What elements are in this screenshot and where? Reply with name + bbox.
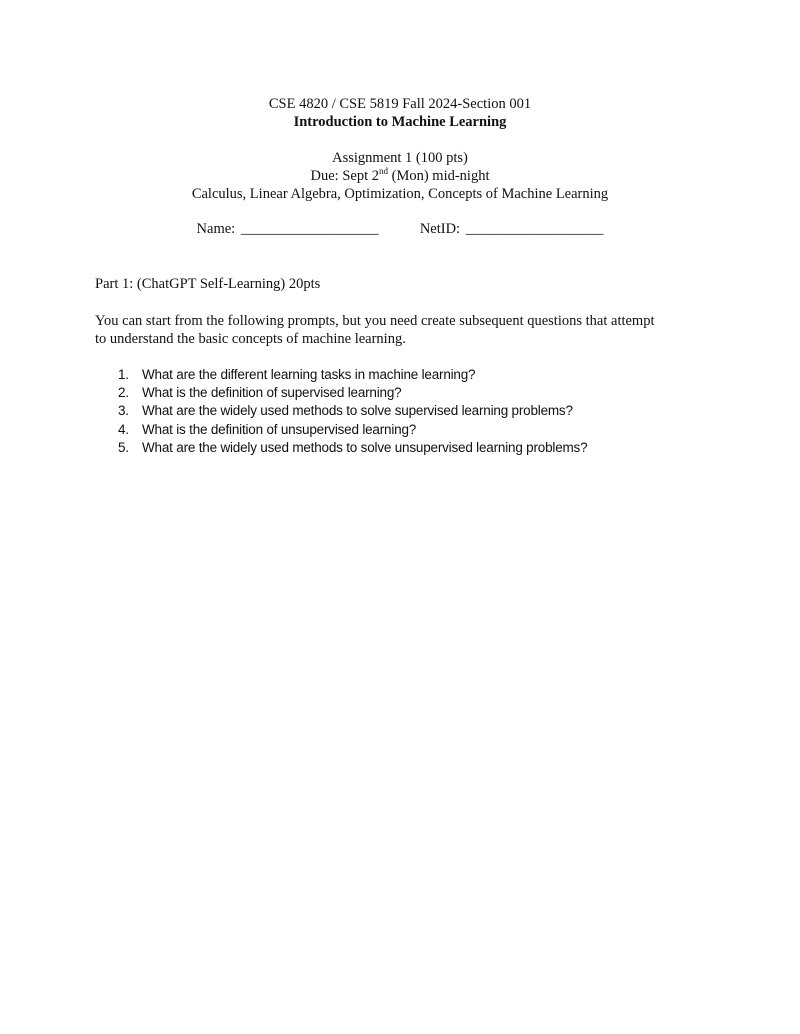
- intro-line-1: You can start from the following prompts, but you need create subsequent questions that attempt: [95, 313, 655, 329]
- due-suffix: (Mon) mid-night: [387, 168, 490, 184]
- part1-heading: Part 1: (ChatGPT Self-Learning) 20pts: [95, 276, 321, 292]
- list-item: [118, 384, 401, 402]
- list-number: 2.: [118, 385, 129, 400]
- list-text: What are the widely used methods to solve supervised learning problems?: [142, 403, 573, 418]
- list-item: [118, 366, 475, 384]
- assignment-line: Assignment 1 (100 pts): [332, 150, 468, 166]
- list-number: 4.: [118, 422, 129, 437]
- list-text: What is the definition of unsupervised learning?: [142, 422, 417, 437]
- name-netid-line: [0, 220, 800, 238]
- list-text: What are the widely used methods to solve unsupervised learning problems?: [142, 440, 588, 455]
- due-prefix: Due: Sept 2: [310, 168, 379, 184]
- list-item: [118, 402, 573, 420]
- list-item: [118, 439, 587, 457]
- list-number: 5.: [118, 440, 129, 455]
- list-text: What are the different learning tasks in machine learning?: [142, 367, 476, 382]
- list-number: 3.: [118, 403, 129, 418]
- name-label: Name:: [196, 221, 236, 237]
- list-number: 1.: [118, 367, 129, 382]
- netid-blank: ___________________: [465, 221, 604, 237]
- netid-label: NetID:: [419, 221, 461, 237]
- document-title: Introduction to Machine Learning: [293, 114, 507, 130]
- due-line: [0, 167, 800, 185]
- intro-line-2: to understand the basic concepts of machine learning.: [95, 331, 406, 347]
- list-item: [118, 421, 416, 439]
- due-superscript: nd: [378, 166, 388, 177]
- list-text: What is the definition of supervised learning?: [142, 385, 402, 400]
- course-line: CSE 4820 / CSE 5819 Fall 2024-Section 001: [268, 96, 532, 112]
- name-blank: ___________________: [240, 221, 379, 237]
- topics-line: Calculus, Linear Algebra, Optimization, Concepts of Machine Learning: [191, 186, 609, 202]
